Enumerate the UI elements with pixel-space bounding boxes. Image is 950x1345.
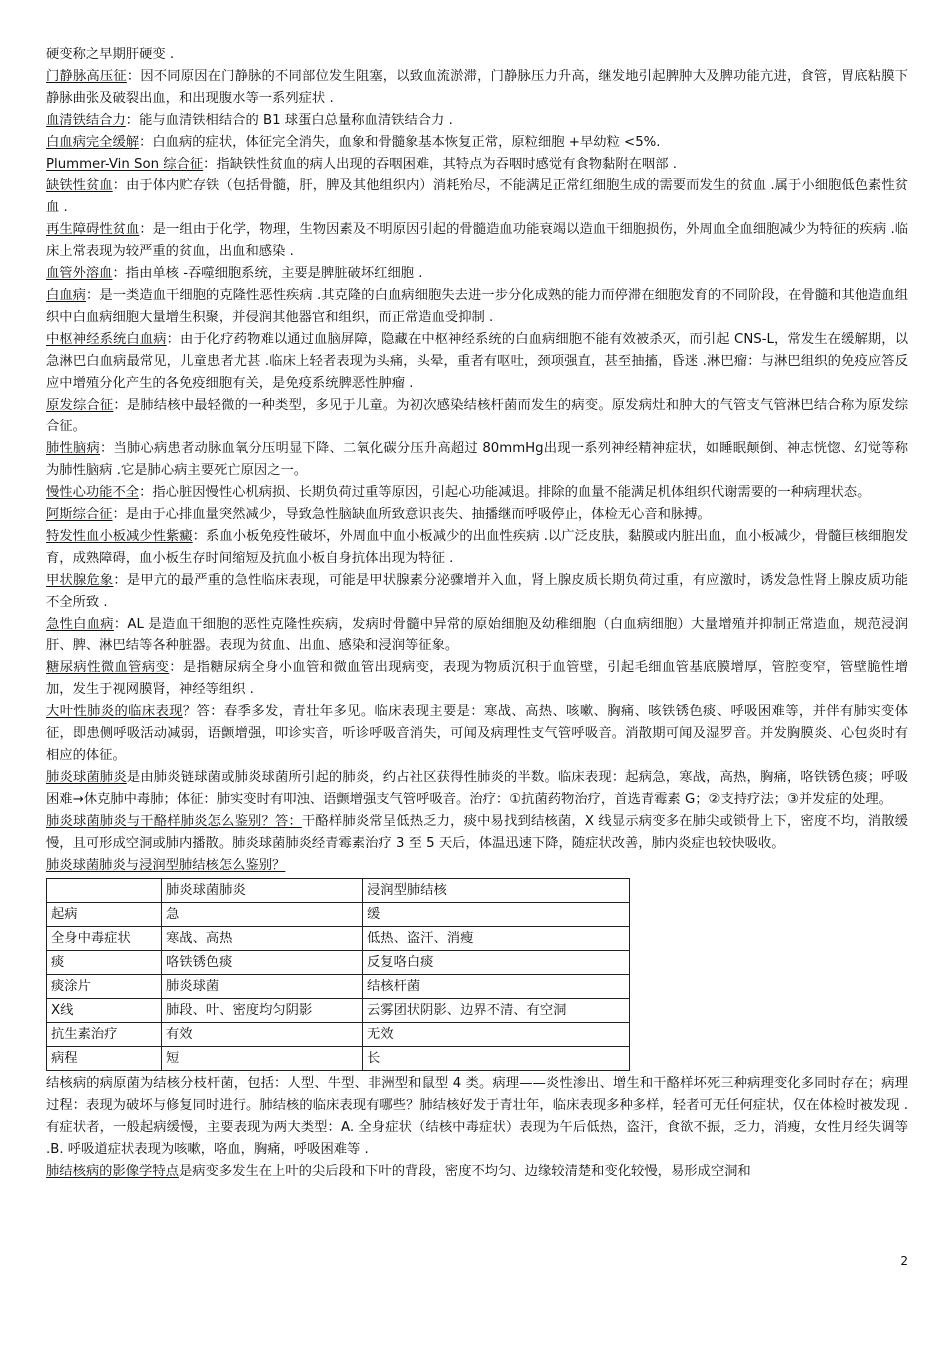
paragraph [46,395,908,439]
definition-list [46,44,908,876]
paragraph-text: ：系血小板免疫性破坏，外周血中血小板减少的出血性疾病 .以广泛皮肤，黏膜或内脏出血，血小板减少，骨髓巨核细胞发育，成熟障碍，血小板生存时间缩短及抗血小板自身抗体出现为特征 . [46,528,909,566]
table-cell: 云雾团状阴影、边界不清、有空洞 [363,999,630,1023]
paragraph [46,657,908,701]
term-heading: 慢性心功能不全 [46,485,140,501]
table-cell: 有效 [162,1023,363,1047]
paragraph-text: ：是指糖尿病全身小血管和微血管出现病变，表现为物质沉积于血管壁，引起毛细血管基底膜增厚，管腔变窄，管壁脆性增加，发生于视网膜肾，神经等组织 . [46,660,909,698]
term-heading: 急性白血病 [46,616,114,632]
table-row [47,903,630,927]
paragraph [46,767,908,811]
table-cell: 无效 [363,1023,630,1047]
table-row [47,1023,630,1047]
document-body [46,44,908,1183]
paragraph [46,526,908,570]
paragraph-text: ：由于体内贮存铁（包括骨髓，肝，脾及其他组织内）消耗殆尽，不能满足正常红细胞生成的需要而发生的贫血 .属于小细胞低色素性贫血 . [46,178,909,216]
term-heading: 阿斯综合征 [46,507,113,523]
paragraph-text: ？答：春季多发，青壮年多见。临床表现主要是：寒战、高热、咳嗽、胸痛、咳铁锈色痰、呼吸困难等，并伴有肺实变体征，即患侧呼吸活动减弱，语颤增强，叩诊实音，听诊呼吸音消失，可闻及病理性支气管呼吸音。消散期可闻及湿罗音。并发胸膜炎、心包炎时有相应的体征。 [46,704,909,763]
paragraph-text: ：是一组由于化学，物理，生物因素及不明原因引起的骨髓造血功能衰竭以造血干细胞损伤，外周血全血细胞减少为特征的疾病 .临床上常表现为较严重的贫血，出血和感染 . [46,222,909,260]
paragraph [46,811,908,855]
table-cell: 短 [162,1047,363,1071]
paragraph-text: ：能与血清铁相结合的 B1 球蛋白总量称血清铁结合力 . [125,112,453,128]
paragraph-text: ：由于化疗药物难以通过血脑屏障，隐藏在中枢神经系统的白血病细胞不能有效被杀灭，而引起 CNS-L，常发生在缓解期，以急淋巴白血病最常见，儿童患者尤甚 .临床上轻者表现为头痛，头晕，重者有呕吐，颈项强直，甚至抽搐，昏迷 .淋巴瘤：与淋巴组织的免疫应答反应中增殖分化产生的各免疫细胞有关，是免疫系统脾恶性肿瘤 . [46,331,908,391]
term-heading: 白血病完全缓解 [46,134,140,150]
term-heading: 再生障碍性贫血 [46,222,140,238]
paragraph [46,570,908,614]
term-heading: 特发性血小板减少性紫癜 [46,528,193,544]
table-cell: 缓 [363,903,630,927]
paragraph [46,329,908,395]
table-cell: 寒战、高热 [162,927,363,951]
paragraph-text: ：指缺铁性贫血的病人出现的吞咽困难，其特点为吞咽时感觉有食物黏附在咽部 . [203,156,677,172]
table-cell: 反复咯白痰 [363,951,630,975]
term-heading: 肺炎球菌肺炎 [46,769,127,785]
paragraph-text: 结核病的病原菌为结核分枝杆菌，包括：人型、牛型、非洲型和鼠型 4 类。病理——炎性渗出、增生和干酪样坏死三种病理变化多同时存在；病理过程：表现为破坏与修复同时进行。肺结核的临床表现有哪些？肺结核好发于青壮年，临床表现多种多样，轻者可无任何症状，仅在体检时被发现 .有症状者，一般起病缓慢，主要表现为两大类型：A. 全身症状（结核中毒症状）表现为午后低热，盗汗，食欲不振，乏力，消瘦，女性月经失调等 .B. 呼吸道症状表现为咳嗽，咯血，胸痛，呼吸困难等 . [46,1076,908,1158]
table-cell: 肺段、叶、密度均匀阴影 [162,999,363,1023]
table-row [47,927,630,951]
term-heading: 血管外溶血 [46,266,113,282]
term-heading: Plummer-Vin Son 综合征 [46,156,204,172]
paragraph-text: 干酪样肺炎常呈低热乏力，痰中易找到结核菌，X 线显示病变多在肺尖或锁骨上下，密度不均，消散缓慢，且可形成空洞或肺内播散。肺炎球菌肺炎经青霉素治疗 3 至 5 天后，体温迅速下降，随症状改善，肺内炎症也较快吸收。 [46,813,908,851]
paragraph [46,132,908,154]
paragraph [46,504,908,526]
paragraph [46,1073,908,1161]
paragraph [46,66,908,110]
table-row [47,1047,630,1071]
paragraph [46,614,908,658]
table-cell: 低热、盗汗、消瘦 [363,927,630,951]
table-cell: 病程 [47,1047,162,1071]
table-cell: 抗生素治疗 [47,1023,162,1047]
term-heading: 原发综合征 [46,397,114,413]
paragraph-text: ：是由于心排血量突然减少，导致急性脑缺血所致意识丧失、抽播继而呼吸停止，体检无心音和脉搏。 [112,507,711,523]
term-heading: 大叶性肺炎的临床表现 [46,704,183,720]
table-header-cell: 肺炎球菌肺炎 [162,879,363,903]
paragraph-text: ：是甲亢的最严重的急性临床表现，可能是甲状腺素分泌骤增并入血，肾上腺皮质长期负荷过重，有应激时，诱发急性肾上腺皮质功能不全所致 . [46,572,909,610]
paragraph-text: 硬变称之早期肝硬变 . [46,47,175,62]
table-cell: 急 [162,903,363,927]
paragraph-text: ：是肺结核中最轻微的一种类型，多见于儿童。为初次感染结核杆菌而发生的病变。原发病灶和肿大的气管支气管淋巴结合称为原发综合征。 [46,397,909,435]
term-heading: 白血病 [46,287,87,303]
table-row [47,999,630,1023]
table-cell: 起病 [47,903,162,927]
table-header-row [47,879,630,903]
paragraph-text: ：因不同原因在门静脉的不同部位发生阻塞，以致血流淤滞，门静脉压力升高，继发地引起脾肿大及脾功能亢进，食管，胃底粘膜下静脉曲张及破裂出血，和出现腹水等一系列症状 . [46,68,909,106]
paragraph [46,263,908,285]
table-cell: 长 [363,1047,630,1071]
paragraph [46,285,908,329]
term-heading: 肺炎球菌肺炎与浸润型肺结核怎么鉴别？ [46,857,286,873]
paragraph [46,438,908,482]
paragraph-text: ：白血病的症状，体征完全消失，血象和骨髓象基本恢复正常，原粒细胞 +早幼粒 <5%. [139,134,661,150]
table-row [47,975,630,999]
table-header-cell: 浸润型肺结核 [363,879,630,903]
paragraph-text: ：当肺心病患者动脉血氧分压明显下降、二氧化碳分压升高超过 80mmHg出现一系列神经精神症状，如睡眠颠倒、神志恍惚、幻觉等称为肺性脑病 .它是肺心病主要死亡原因之一。 [46,441,909,479]
table-cell: 痰涂片 [47,975,162,999]
term-heading: 中枢神经系统白血病 [46,331,167,347]
term-heading: 肺炎球菌肺炎与干酪样肺炎怎么鉴别？答： [46,813,302,829]
paragraph-text: ：指由单核 -吞噬细胞系统，主要是脾脏破坏红细胞 . [112,266,423,282]
paragraph [46,154,908,176]
paragraph-text: ：是一类造血干细胞的克隆性恶性疾病 .其克隆的白血病细胞失去进一步分化成熟的能力而停滞在细胞发育的不同阶段，在骨髓和其他造血组织中白血病细胞大量增生积聚，并侵润其他器官和组织，而正常造血受抑制 . [46,287,909,325]
table-cell: X线 [47,999,162,1023]
term-heading: 甲状腺危象 [46,572,114,588]
paragraph [46,482,908,504]
table-cell: 痰 [47,951,162,975]
definition-list-continued [46,1073,908,1183]
paragraph [46,701,908,767]
page-number: 2 [900,1254,908,1268]
paragraph [46,110,908,132]
table-cell: 结核杆菌 [363,975,630,999]
term-heading: 血清铁结合力 [46,112,126,128]
paragraph-text: 是由肺炎链球菌或肺炎球菌所引起的肺炎，约占社区获得性肺炎的半数。临床表现：起病急，寒战，高热，胸痛，咯铁锈色痰；呼吸困难→休克肺中毒肺；体征：肺实变时有叩浊、语颤增强支气管呼吸音。治疗：①抗菌药物治疗，首选青霉素 G；②支持疗法；③并发症的处理。 [46,769,909,807]
paragraph [46,44,908,66]
table-cell: 咯铁锈色痰 [162,951,363,975]
paragraph-text: ：指心脏因慢性心机病损、长期负荷过重等原因，引起心功能减退。排除的血量不能满足机体组织代谢需要的一种病理状态。 [139,485,871,501]
table-header-cell [47,879,162,903]
table-cell: 肺炎球菌 [162,975,363,999]
paragraph-text: ：AL 是造血干细胞的恶性克隆性疾病，发病时骨髓中异常的原始细胞及幼稚细胞（白血病细胞）大量增殖并抑制正常造血，规范浸润肝、脾、淋巴结等各种脏器。表现为贫血、出血、感染和浸润等征象。 [46,616,909,654]
paragraph [46,219,908,263]
term-heading: 肺结核病的影像学特点 [46,1164,179,1180]
paragraph [46,855,908,877]
term-heading: 门静脉高压征 [46,68,127,84]
comparison-table [46,878,630,1071]
paragraph [46,175,908,219]
paragraph-text: 是病变多发生在上叶的尖后段和下叶的背段，密度不均匀、边缘较清楚和变化较慢，易形成空洞和 [178,1164,751,1180]
term-heading: 缺铁性贫血 [46,178,113,194]
table-cell: 全身中毒症状 [47,927,162,951]
table-row [47,951,630,975]
term-heading: 糖尿病性微血管病变 [46,660,170,676]
paragraph [46,1161,908,1183]
term-heading: 肺性脑病 [46,441,100,457]
